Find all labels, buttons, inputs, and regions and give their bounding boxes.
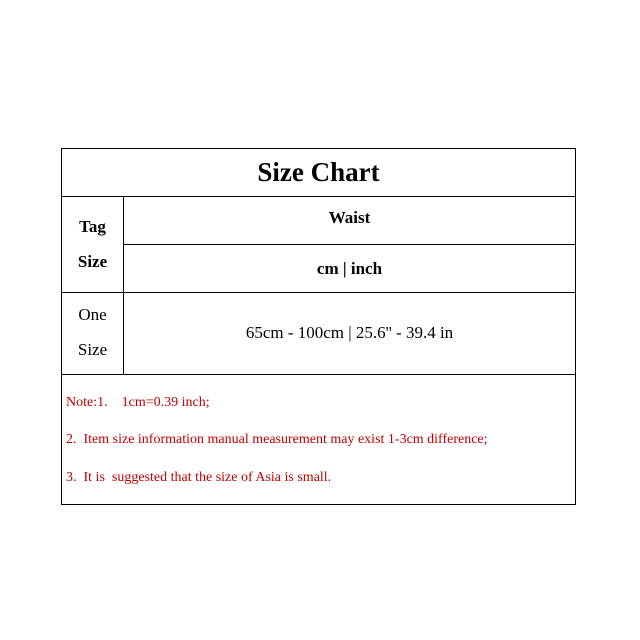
units-header: cm | inch — [124, 245, 575, 293]
waist-header: Waist — [124, 197, 575, 245]
note-item: 2. Item size information manual measurement may exist 1-3cm difference; — [66, 432, 488, 447]
notes-section — [62, 375, 575, 504]
size-name-line2: Size — [77, 340, 108, 359]
chart-title: Size Chart — [62, 149, 575, 197]
note-item: Note:1. 1cm=0.39 inch; — [66, 395, 210, 410]
size-name-cell — [62, 293, 124, 375]
size-chart-table — [61, 148, 576, 505]
waist-value-cell: 65cm - 100cm | 25.6'' - 39.4 in — [124, 293, 575, 375]
tag-size-label-line2: Size — [77, 252, 108, 271]
note-item: 3. It is suggested that the size of Asia is small. — [66, 470, 332, 485]
tag-size-label-line1: Tag — [79, 217, 106, 236]
tag-size-header — [62, 197, 124, 293]
size-name-line1: One — [78, 305, 107, 324]
